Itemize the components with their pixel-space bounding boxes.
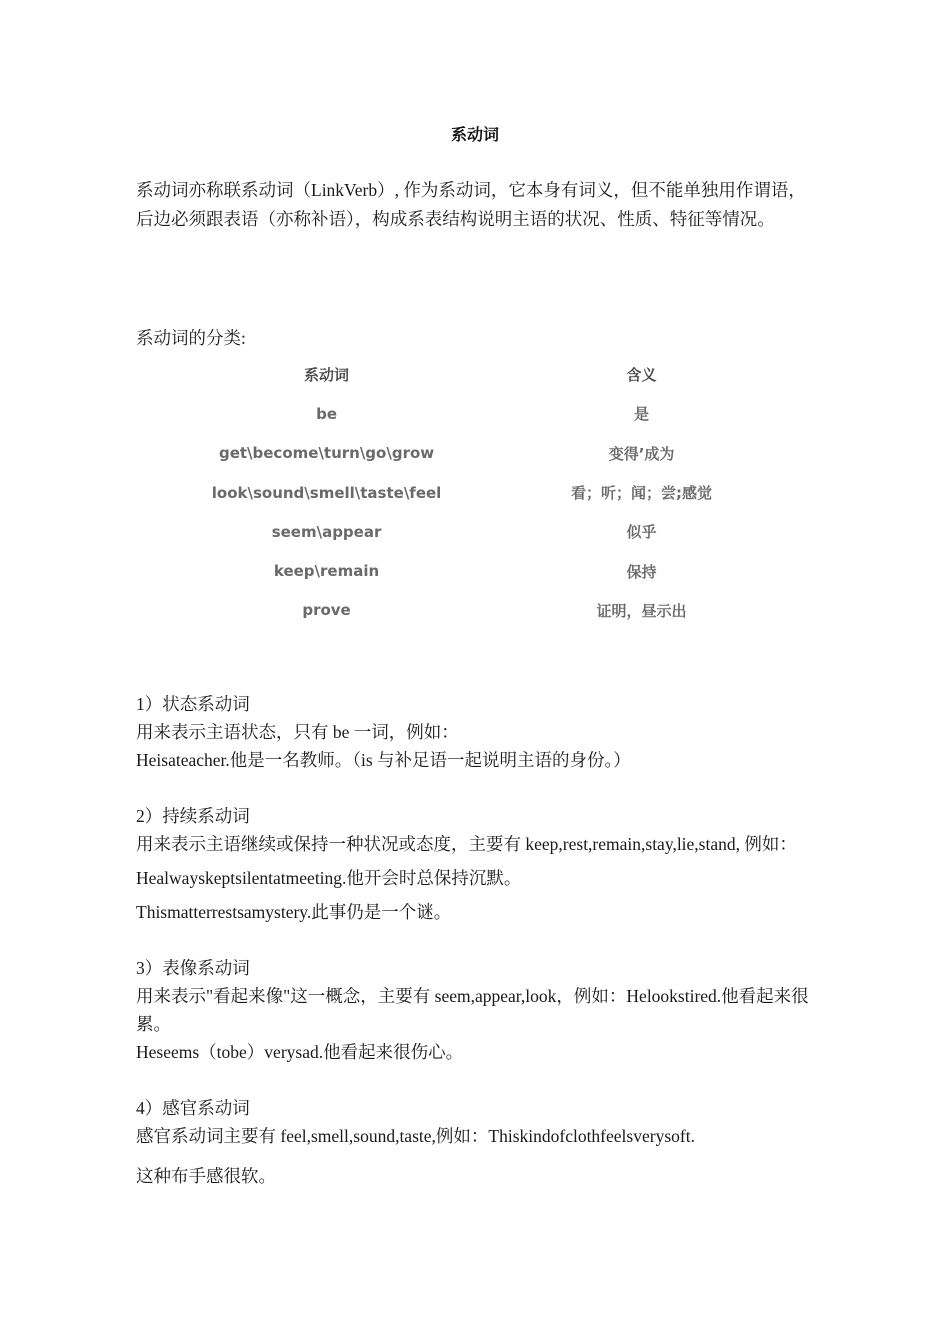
- table-cell-meaning: 证明，昼示出: [596, 601, 687, 620]
- intro-paragraph: 系动词亦称联系动词（LinkVerb）, 作为系动词，它本身有词义，但不能单独用作谓语，后边必须跟表语（亦称补语），构成系表结构说明主语的状况、性质、特征等情况。: [136, 180, 806, 229]
- section-continuing-verbs: [136, 802, 816, 926]
- section-heading: 2）持续系动词: [136, 806, 250, 826]
- table-header-meaning: 含义: [626, 366, 657, 385]
- sections: [136, 690, 816, 1190]
- section-text: 用来表示主语状态，只有 be 一词，例如：: [136, 722, 459, 742]
- table-cell-verb: seem\appear: [271, 522, 382, 541]
- table-cell-verb: look\sound\smell\taste\feel: [211, 483, 442, 502]
- section-example: Heisateacher.他是一名教师。（is 与补足语一起说明主语的身份。）: [136, 750, 631, 770]
- section-example: 这种布手感很软。: [136, 1166, 276, 1186]
- table-cell-meaning: 变得’成为: [608, 444, 675, 463]
- table-cell-meaning: 似乎: [626, 523, 657, 542]
- table-cell-meaning: 保持: [626, 562, 657, 581]
- table-cell-meaning: 是: [634, 405, 650, 424]
- table-cell-meaning: 看；听；闻；尝;感觉: [571, 484, 713, 503]
- section-appearance-verbs: [136, 954, 816, 1066]
- section-text: 用来表示主语继续或保持一种状况或态度，主要有 keep,rest,remain,stay,lie,stand, 例如：: [136, 834, 797, 854]
- section-sense-verbs: [136, 1094, 816, 1190]
- table-row: [170, 394, 800, 433]
- linking-verb-table: [170, 355, 800, 630]
- table-row: [170, 551, 800, 590]
- classification-heading: 系动词的分类:: [136, 328, 246, 348]
- table-row: [170, 591, 800, 630]
- section-example: Heseems（tobe）verysad.他看起来很伤心。: [136, 1042, 464, 1062]
- section-state-verbs: [136, 690, 816, 774]
- table-row: [170, 512, 800, 551]
- table-row: [170, 473, 800, 512]
- table-cell-verb: prove: [302, 601, 351, 620]
- section-example: Healwayskeptsilentatmeeting.他开会时总保持沉默。: [136, 868, 522, 888]
- section-heading: 3）表像系动词: [136, 958, 250, 978]
- section-text: 用来表示"看起来像"这一概念，主要有 seem,appear,look，例如：Helookstired.他看起来很累。: [136, 986, 809, 1034]
- table-cell-verb: get\become\turn\go\grow: [218, 444, 435, 463]
- table-row: [170, 434, 800, 473]
- table-header-row: [170, 355, 800, 394]
- section-example: Thismatterrestsamystery.此事仍是一个谜。: [136, 902, 452, 922]
- section-heading: 1）状态系动词: [136, 694, 250, 714]
- table-cell-verb: keep\remain: [273, 562, 380, 581]
- table-header-verb: 系动词: [304, 366, 350, 385]
- document-title: 系动词: [450, 125, 499, 144]
- section-heading: 4）感官系动词: [136, 1098, 250, 1118]
- section-text: 感官系动词主要有 feel,smell,sound,taste,例如：Thiskindofclothfeelsverysoft.: [136, 1126, 695, 1146]
- table-cell-verb: be: [316, 404, 337, 423]
